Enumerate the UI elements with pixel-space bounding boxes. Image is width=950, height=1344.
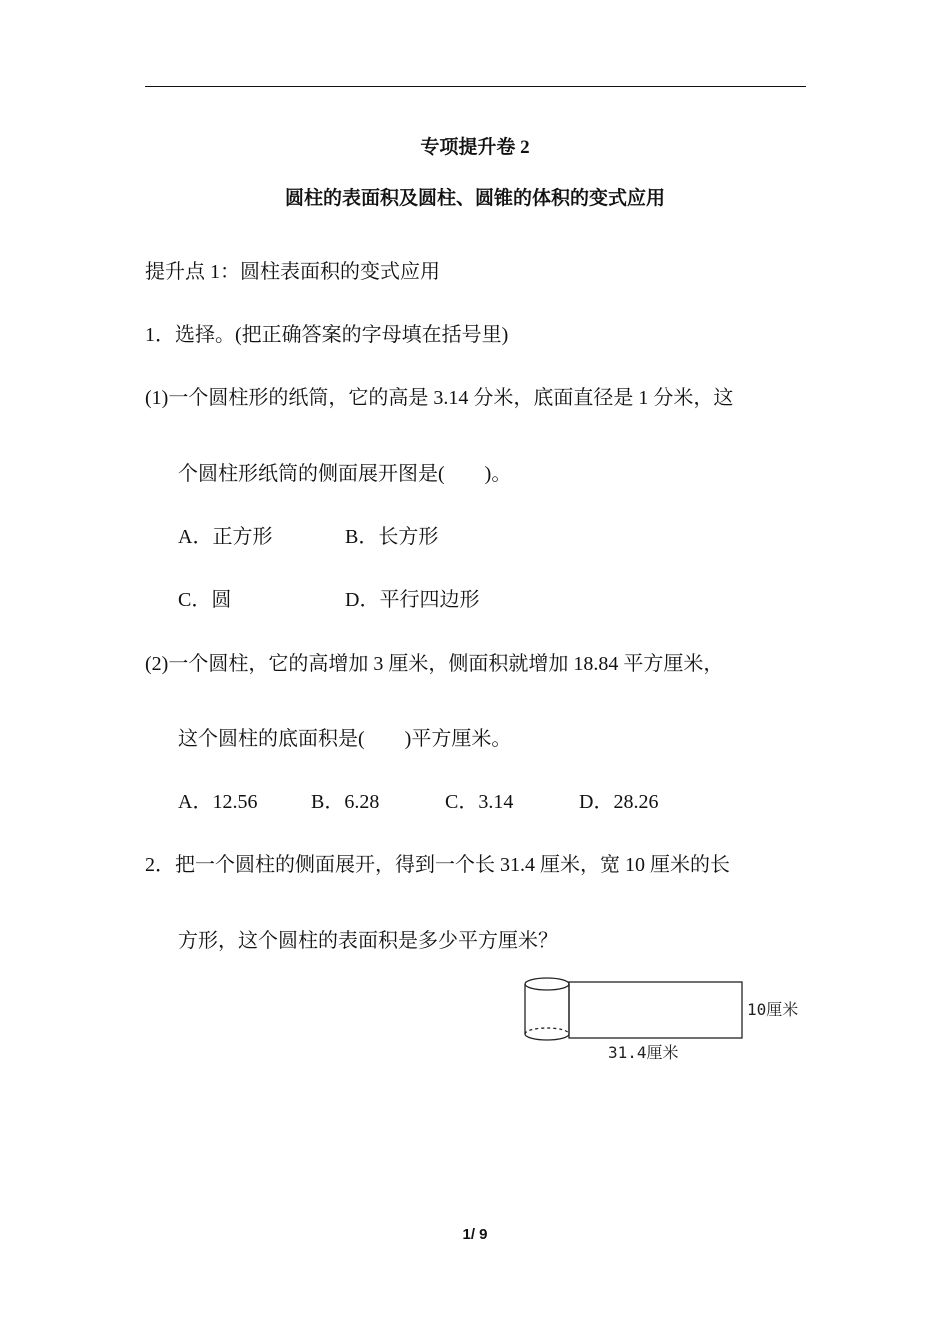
page-number: 1/ 9 <box>462 1226 488 1243</box>
page-subtitle: 圆柱的表面积及圆柱、圆锥的体积的变式应用 <box>284 188 665 209</box>
option-b: B．6.28 <box>311 791 380 813</box>
question-1-1-line1: (1)一个圆柱形的纸筒，它的高是 3.14 分米，底面直径是 1 分米，这 <box>145 387 734 409</box>
length-label: 31.4厘米 <box>608 1043 679 1062</box>
option-a: A．正方形 <box>178 526 273 548</box>
question-2-line2: 方形，这个圆柱的表面积是多少平方厘米？ <box>178 930 558 952</box>
question-1-2-line2: 这个圆柱的底面积是( )平方厘米。 <box>178 728 512 750</box>
cylinder-shape <box>525 978 569 1040</box>
option-d: D．平行四边形 <box>345 589 480 611</box>
section-heading: 提升点 1：圆柱表面积的变式应用 <box>145 261 440 283</box>
option-c: C．圆 <box>178 589 232 611</box>
question-2-line1: 2．把一个圆柱的侧面展开，得到一个长 31.4 厘米，宽 10 厘米的长 <box>145 854 730 876</box>
cylinder-unfold-figure <box>520 970 820 1070</box>
page-title: 专项提升卷 2 <box>420 137 530 158</box>
option-d: D．28.26 <box>579 791 659 813</box>
unfolded-rectangle <box>569 982 742 1038</box>
option-c: C．3.14 <box>445 791 514 813</box>
question-1-2-line1: (2)一个圆柱，它的高增加 3 厘米，侧面积就增加 18.84 平方厘米， <box>145 653 724 675</box>
option-b: B．长方形 <box>345 526 439 548</box>
width-label: 10厘米 <box>747 1000 799 1019</box>
question-1-1-line2: 个圆柱形纸筒的侧面展开图是( )。 <box>178 463 512 485</box>
question-1-stem: 1．选择。(把正确答案的字母填在括号里) <box>145 324 509 346</box>
header-rule <box>145 86 806 87</box>
option-a: A．12.56 <box>178 791 258 813</box>
